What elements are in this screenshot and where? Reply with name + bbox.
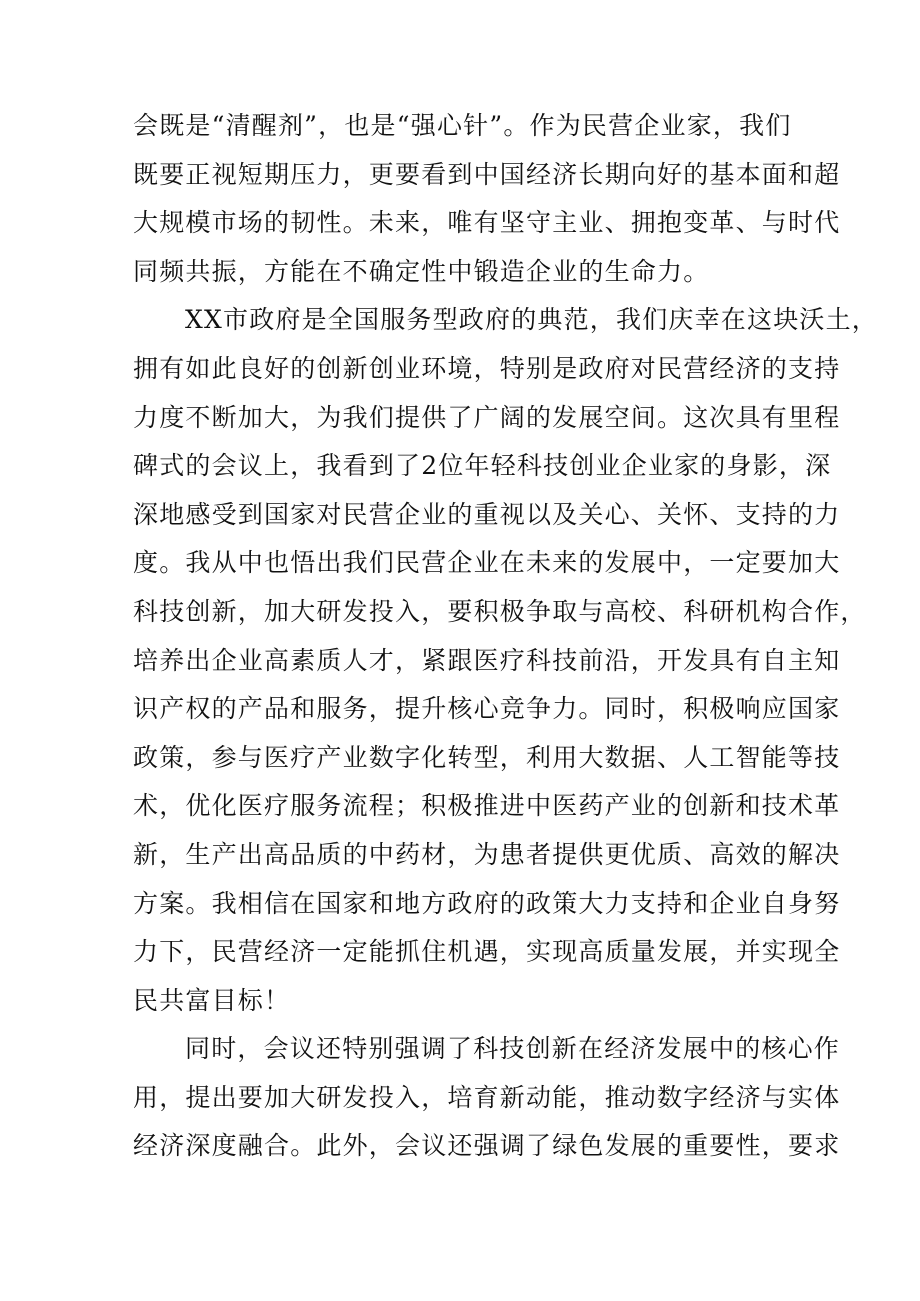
text-line: 碑式的会议上，我看到了2位年轻科技创业企业家的身影，深 [133, 451, 832, 481]
paragraph-first-line: 同时，会议还特别强调了科技创新在经济发展中的核心作 [185, 1034, 841, 1064]
text-line: 既要正视短期压力，更要看到中国经济长期向好的基本面和超 [133, 159, 841, 189]
text-line: 用，提出要加大研发投入，培育新动能，推动数字经济与实体 [133, 1082, 841, 1112]
text-line: 培养出企业高素质人才，紧跟医疗科技前沿，开发具有自主知 [133, 645, 841, 675]
document-body [133, 102, 878, 1171]
text-line: 民共富目标！ [133, 985, 291, 1015]
text-line: 科技创新，加大研发投入，要积极争取与高校、科研机构合作， [133, 596, 867, 626]
text-line: 会既是“清醒剂”，也是“强心针”。作为民营企业家，我们 [133, 111, 792, 140]
text-line: 政策，参与医疗产业数字化转型，利用大数据、人工智能等技 [133, 742, 841, 772]
text-line: 拥有如此良好的创新创业环境，特别是政府对民营经济的支持 [133, 353, 841, 383]
text-line: 力下，民营经济一定能抓住机遇，实现高质量发展，并实现全 [133, 937, 841, 967]
text-line: 识产权的产品和服务，提升核心竞争力。同时，积极响应国家 [133, 694, 841, 724]
text-line: 经济深度融合。此外，会议还强调了绿色发展的重要性，要求 [133, 1131, 841, 1161]
text-line: 方案。我相信在国家和地方政府的政策大力支持和企业自身努 [133, 888, 841, 918]
text-line: 同频共振，方能在不确定性中锻造企业的生命力。 [133, 256, 710, 286]
text-line: 度。我从中也悟出我们民营企业在未来的发展中，一定要加大 [133, 548, 841, 578]
text-line: 大规模市场的韧性。未来，唯有坚守主业、拥抱变革、与时代 [133, 208, 841, 238]
text-line: 力度不断加大，为我们提供了广阔的发展空间。这次具有里程 [133, 402, 841, 432]
text-line: 术，优化医疗服务流程；积极推进中医药产业的创新和技术革 [133, 791, 841, 821]
paragraph-first-line: XX市政府是全国服务型政府的典范，我们庆幸在这块沃土， [185, 305, 878, 335]
text-line: 新，生产出高品质的中药材，为患者提供更优质、高效的解决 [133, 839, 841, 869]
text-line: 深地感受到国家对民营企业的重视以及关心、关怀、支持的力 [133, 499, 841, 529]
